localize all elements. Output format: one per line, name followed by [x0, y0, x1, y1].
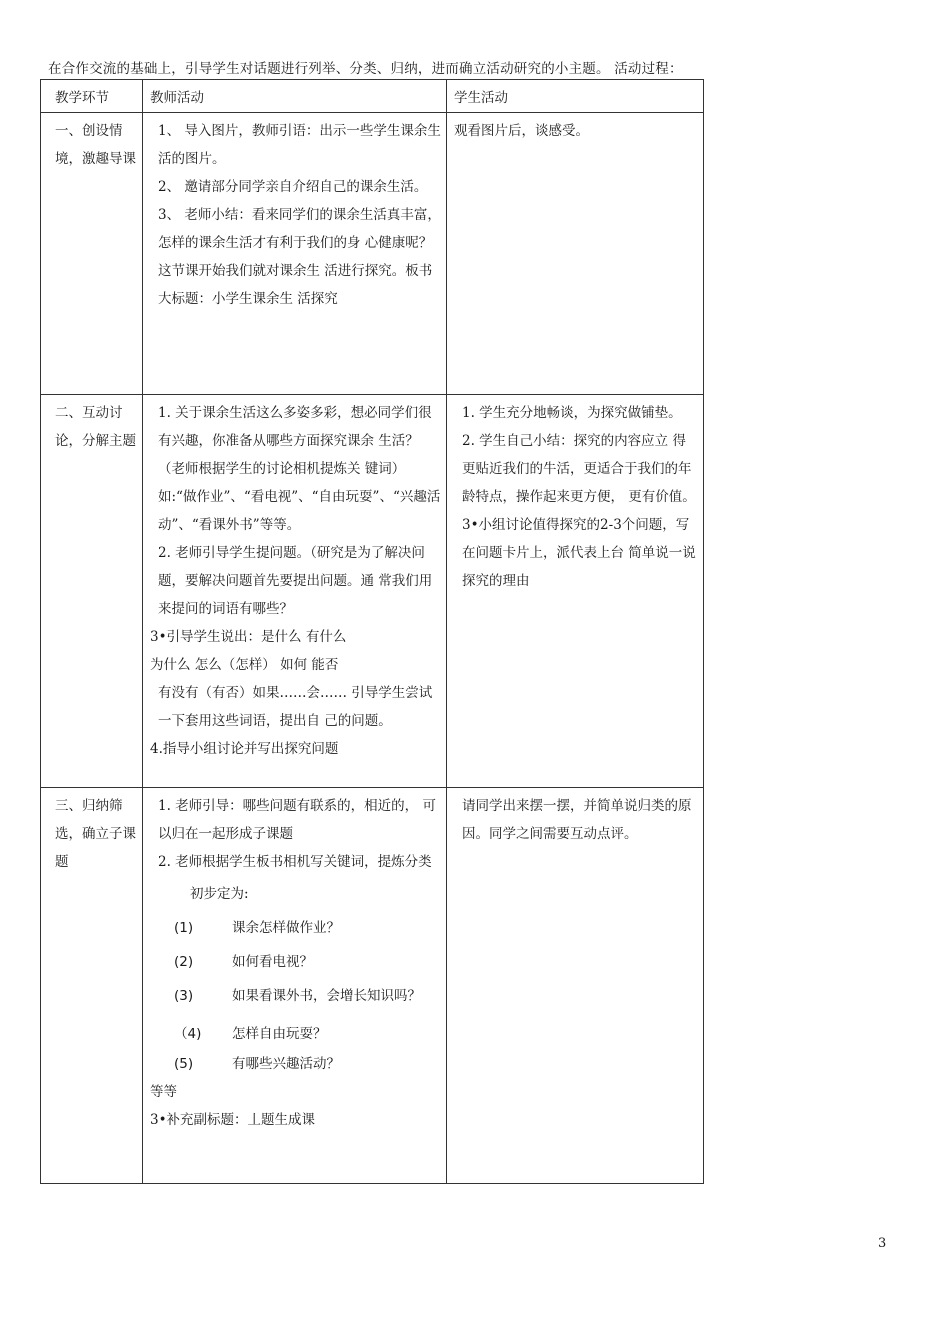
teacher-item: 1. 老师引导：哪些问题有联系的，相近的， 可以归在一起形成子课题	[158, 798, 436, 842]
teacher-item: 3•补充副标题：丄题生成课	[150, 1112, 316, 1128]
teacher-item: 2. 老师根据学生板书相机写关键词，提炼分类	[158, 854, 432, 870]
header-student: 学生活动	[447, 80, 704, 113]
student-item: 请同学出来摆一摆，并简单说归类的原因。同学之间需要互动点评。	[462, 798, 692, 842]
subtopic-text: 如果看课外书，会增长知识吗？	[232, 988, 421, 1004]
header-teacher: 教师活动	[143, 80, 447, 113]
table-header-row	[41, 80, 704, 113]
student-cell	[447, 113, 704, 395]
subtopic-item	[150, 914, 442, 942]
table-row	[41, 788, 704, 1184]
teacher-item: 1、 导入图片，教师引语：出示一些学生课余生活的图片。	[158, 123, 441, 167]
subtopic-item	[150, 982, 442, 1010]
subtopic-number: (5)	[174, 1056, 194, 1072]
subtopic-text: 怎样自由玩耍？	[232, 1026, 327, 1042]
teacher-cell	[143, 113, 447, 395]
student-item: 3•小组讨论值得探究的2-3个问题，写在问题卡片上，派代表上台 简单说一说探究的理由	[462, 517, 696, 589]
teacher-cell	[143, 395, 447, 788]
subtopic-number: (3)	[174, 988, 194, 1004]
teacher-item: 2、 邀请部分同学亲自介绍自己的课余生活。	[158, 179, 428, 195]
teacher-item: 1. 关于课余生活这么多姿多彩，想必同学们很有兴趣，你准备从哪些方面探究课余 生活？（老师根据学生的讨论相机提炼关 键词）如:“做作业”、“看电视”、“自由玩耍”、“兴趣活动”、“看课外书”等等。	[158, 405, 441, 533]
subtopic-item	[150, 948, 442, 976]
subtopic-number: （4)	[174, 1026, 202, 1042]
page-number: 3	[878, 1236, 887, 1251]
subtopic-text: 课余怎样做作业？	[232, 920, 340, 936]
subtopic-number: (1)	[174, 920, 194, 936]
teacher-item: 为什么 怎么（怎样） 如何 能否	[150, 657, 339, 673]
teacher-item: 3、 老师小结：看来同学们的课余生活真丰富，怎样的课余生活才有利于我们的身 心健康呢？这节课开始我们就对课余生 活进行探究。板书大标题：小学生课余生 活探究	[158, 207, 441, 307]
intro-text: 在合作交流的基础上，引导学生对话题进行列举、分类、归纳，进而确立活动研究的小主题。 活动过程：	[48, 61, 683, 77]
teacher-item: 等等	[150, 1084, 177, 1100]
student-item: 2. 学生自己小结：探究的内容应立 得更贴近我们的牛活，更适合于我们的年龄特点，操作起来更方便， 更有价值。	[462, 433, 696, 505]
teacher-item: 有没有（有否）如果……会…… 引导学生尝试一下套用这些词语，提出自 己的问题。	[158, 685, 433, 729]
teacher-item: 3•引导学生说出：是什么 有什么	[150, 629, 347, 645]
lesson-table	[40, 79, 704, 1184]
subtopic-text: 如何看电视？	[232, 954, 313, 970]
subtopic-number: (2)	[174, 954, 194, 970]
stage-cell: 三、归纳筛选，确立子课题	[41, 788, 143, 1184]
teacher-item: 2. 老师引导学生提问题。（研究是为了解决问题，要解决问题首先要提出问题。通 常我们用来提问的词语有哪些？	[158, 545, 433, 617]
student-cell	[447, 788, 704, 1184]
teacher-lead: 初步定为:	[190, 886, 249, 902]
table-row	[41, 395, 704, 788]
teacher-item: 4.指导小组讨论并写出探究问题	[150, 741, 339, 757]
student-cell	[447, 395, 704, 788]
student-item: 观看图片后，谈感受。	[454, 123, 589, 139]
table-row	[41, 113, 704, 395]
header-stage: 教学环节	[41, 80, 143, 113]
teacher-cell	[143, 788, 447, 1184]
stage-cell: 二、互动讨论，分解主题	[41, 395, 143, 788]
subtopic-item	[150, 1020, 442, 1048]
stage-cell: 一、创设情境，激趣导课	[41, 113, 143, 395]
student-item: 1. 学生充分地畅谈，为探究做铺垫。	[462, 405, 682, 421]
subtopic-item	[150, 1050, 442, 1078]
subtopic-text: 有哪些兴趣活动？	[232, 1056, 340, 1072]
